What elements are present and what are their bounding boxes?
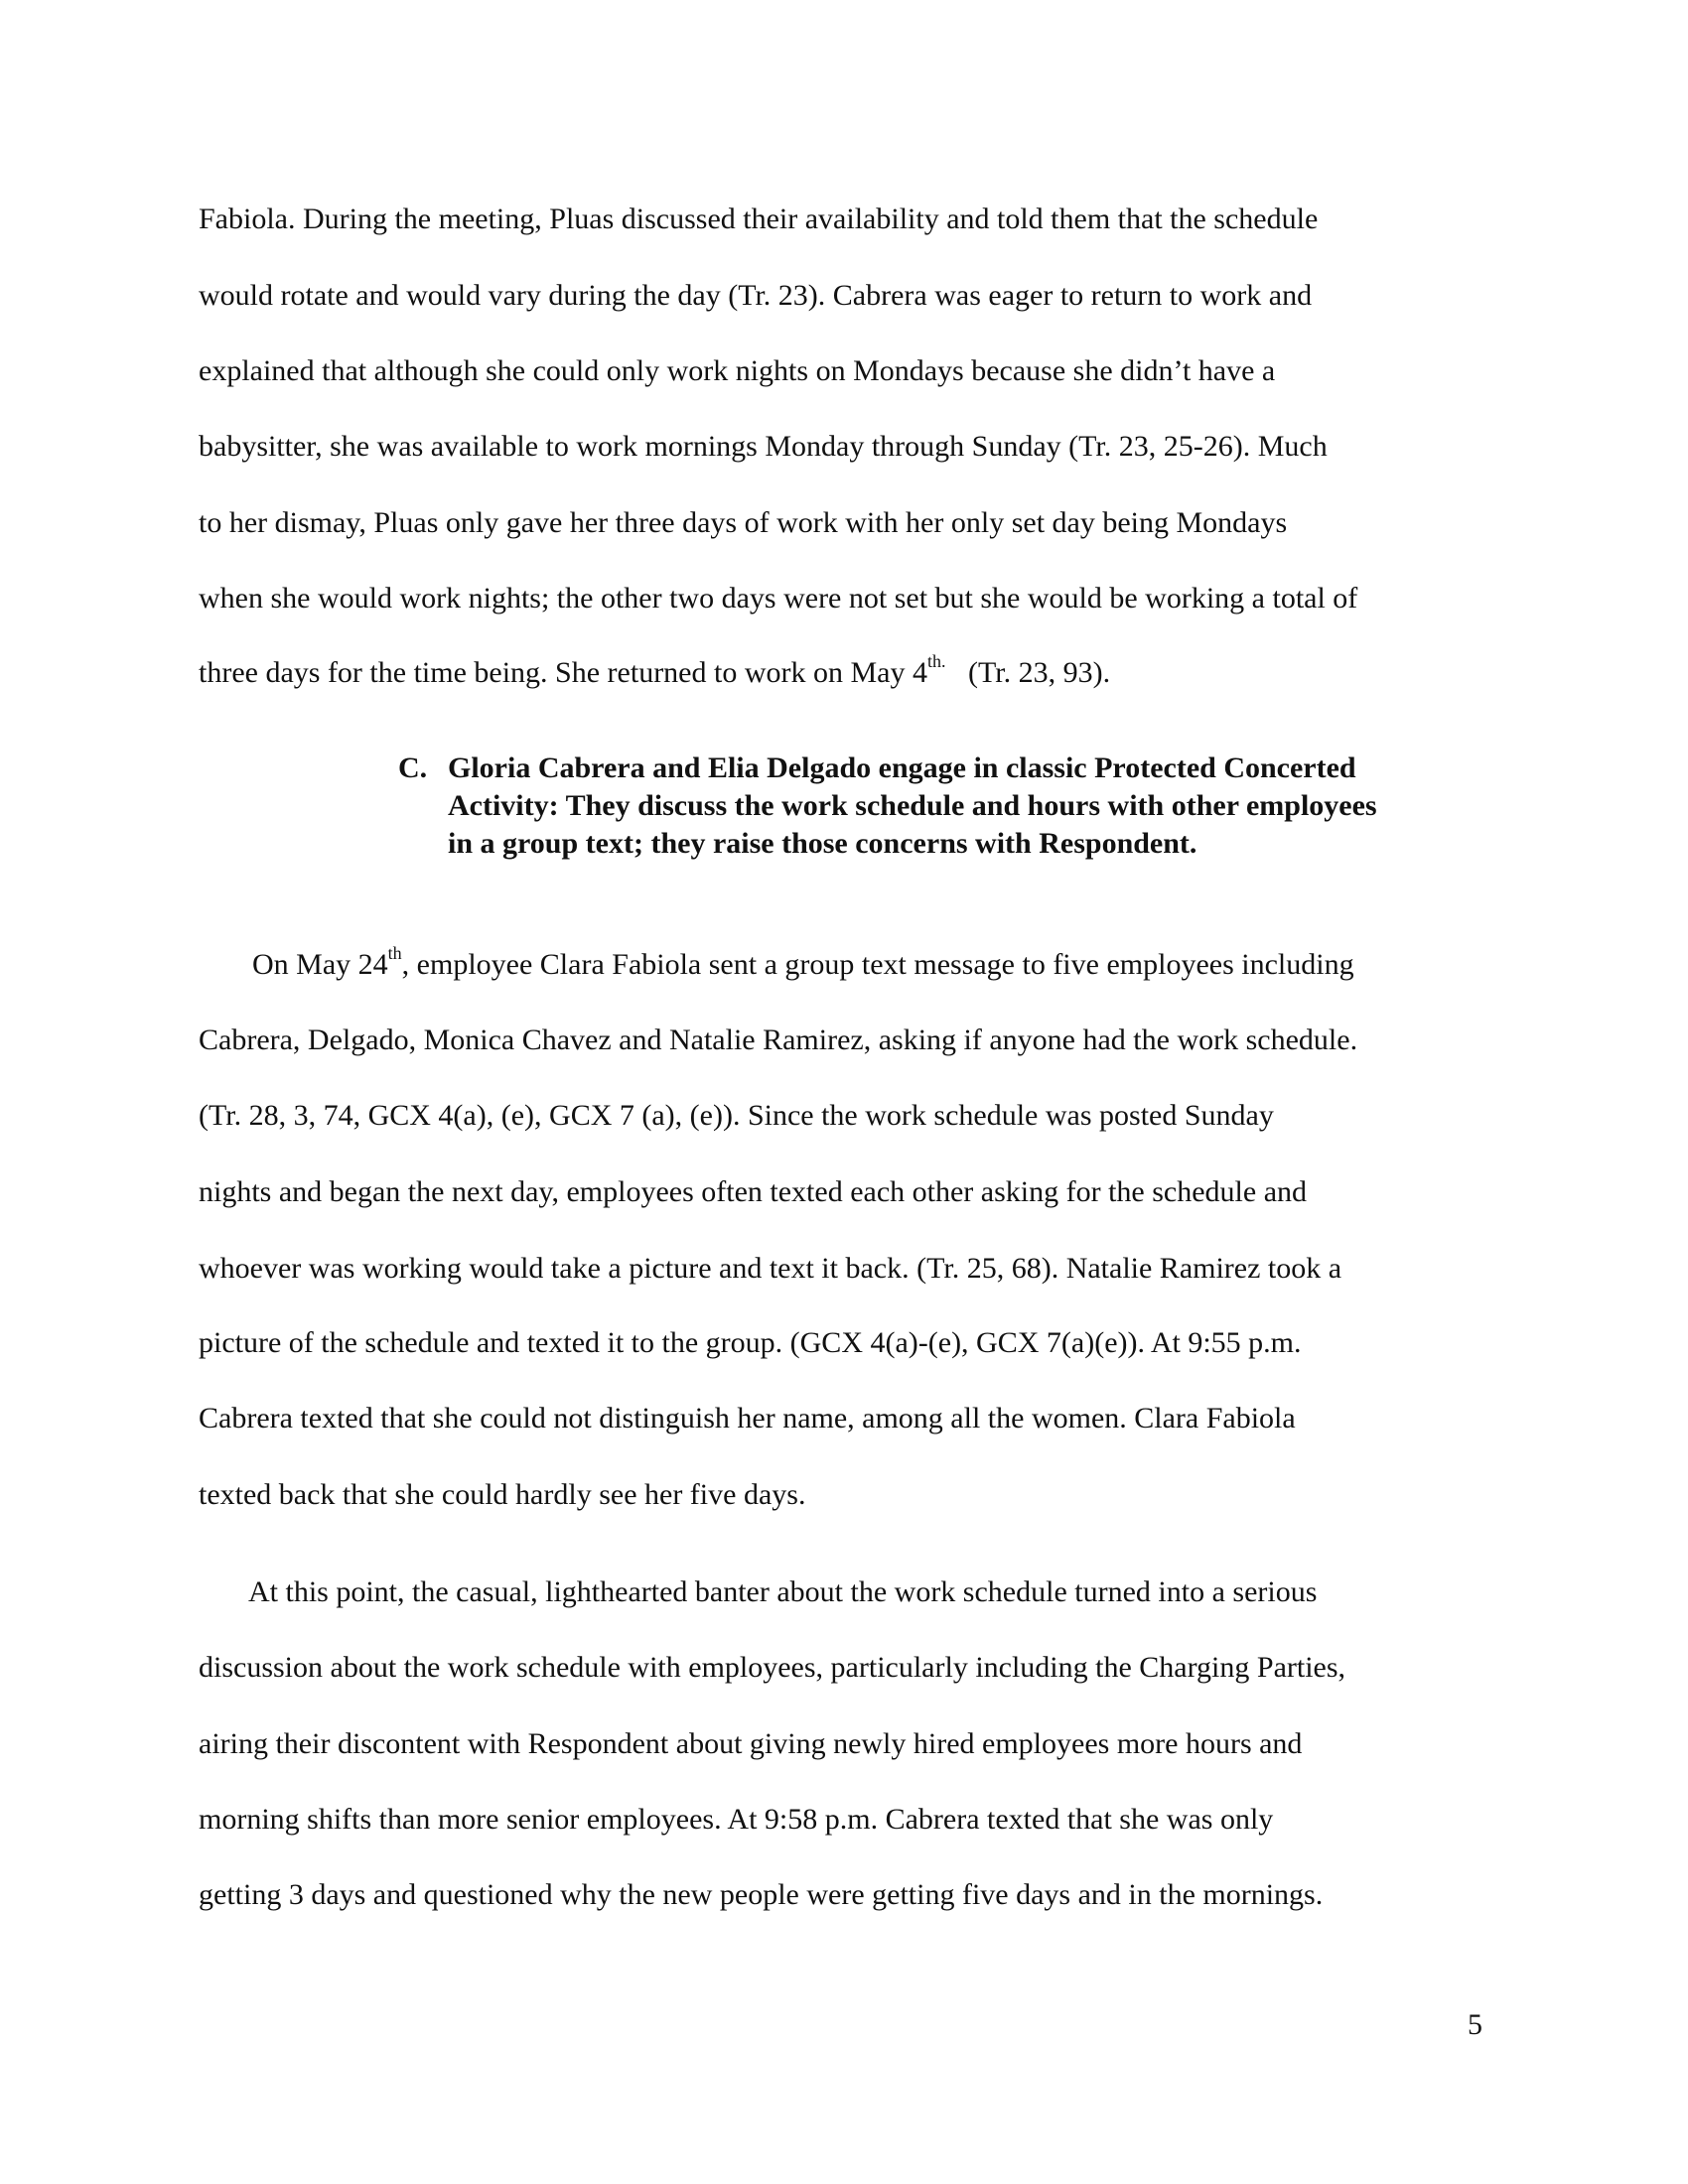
section-heading-line-1 [398,750,1377,787]
ordinal-superscript: th [387,943,402,963]
section-heading-line-3: in a group text; they raise those concerns with Respondent. [448,827,1197,860]
paragraph-2-line-3: (Tr. 28, 3, 74, GCX 4(a), (e), GCX 7 (a), (e)). Since the work schedule was posted Sunday [199,1099,1274,1132]
paragraph-1-line-5: to her dismay, Pluas only gave her three days of work with her only set day being Mondays [199,506,1288,539]
section-heading-text-1: Gloria Cabrera and Elia Delgado engage in classic Protected Concerted [448,751,1356,784]
paragraph-1-line-7 [199,651,1111,691]
paragraph-3-line-4: morning shifts than more senior employees. At 9:58 p.m. Cabrera texted that she was only [199,1803,1274,1836]
section-letter: C. [398,751,428,784]
paragraph-3-line-1: At this point, the casual, lighthearted banter about the work schedule turned into a serious [248,1575,1318,1608]
paragraph-1-line-1: Fabiola. During the meeting, Pluas discussed their availability and told them that the schedule [199,203,1319,235]
paragraph-3-line-5: getting 3 days and questioned why the new people were getting five days and in the mornings. [199,1878,1324,1911]
section-heading-line-2: Activity: They discuss the work schedule and hours with other employees [448,789,1377,822]
paragraph-1-line-6: when she would work nights; the other two days were not set but she would be working a total of [199,582,1358,614]
paragraph-2-line-1 [252,943,1354,983]
paragraph-2-line-2: Cabrera, Delgado, Monica Chavez and Natalie Ramirez, asking if anyone had the work schedule. [199,1024,1358,1056]
paragraph-2-line-1-start: On May 24 [252,948,388,981]
paragraph-2-line-4: nights and began the next day, employees often texted each other asking for the schedule and [199,1175,1308,1208]
page-number: 5 [1468,2008,1482,2041]
paragraph-2-line-7: Cabrera texted that she could not distinguish her name, among all the women. Clara Fabiola [199,1402,1296,1434]
paragraph-1-line-2: would rotate and would vary during the day (Tr. 23). Cabrera was eager to return to work and [199,279,1313,312]
paragraph-1-line-3: explained that although she could only work nights on Mondays because she didn’t have a [199,354,1276,387]
paragraph-1-line-4: babysitter, she was available to work mornings Monday through Sunday (Tr. 23, 25-26). Much [199,430,1328,463]
paragraph-3-line-2: discussion about the work schedule with employees, particularly including the Charging Parties, [199,1651,1346,1684]
paragraph-2-line-6: picture of the schedule and texted it to the group. (GCX 4(a)-(e), GCX 7(a)(e)). At 9:55 p.m. [199,1326,1302,1359]
paragraph-2-line-5: whoever was working would take a picture and text it back. (Tr. 25, 68). Natalie Ramirez took a [199,1252,1342,1285]
paragraph-1-citation: (Tr. 23, 93). [945,656,1111,689]
paragraph-3-line-3: airing their discontent with Respondent about giving newly hired employees more hours and [199,1727,1303,1760]
paragraph-2-line-1-rest: , employee Clara Fabiola sent a group text message to five employees including [401,948,1354,981]
paragraph-1-line-7-text: three days for the time being. She returned to work on May 4 [199,656,927,689]
paragraph-2-line-8: texted back that she could hardly see her five days. [199,1478,806,1511]
section-heading [398,750,1377,863]
ordinal-superscript: th. [926,651,946,671]
